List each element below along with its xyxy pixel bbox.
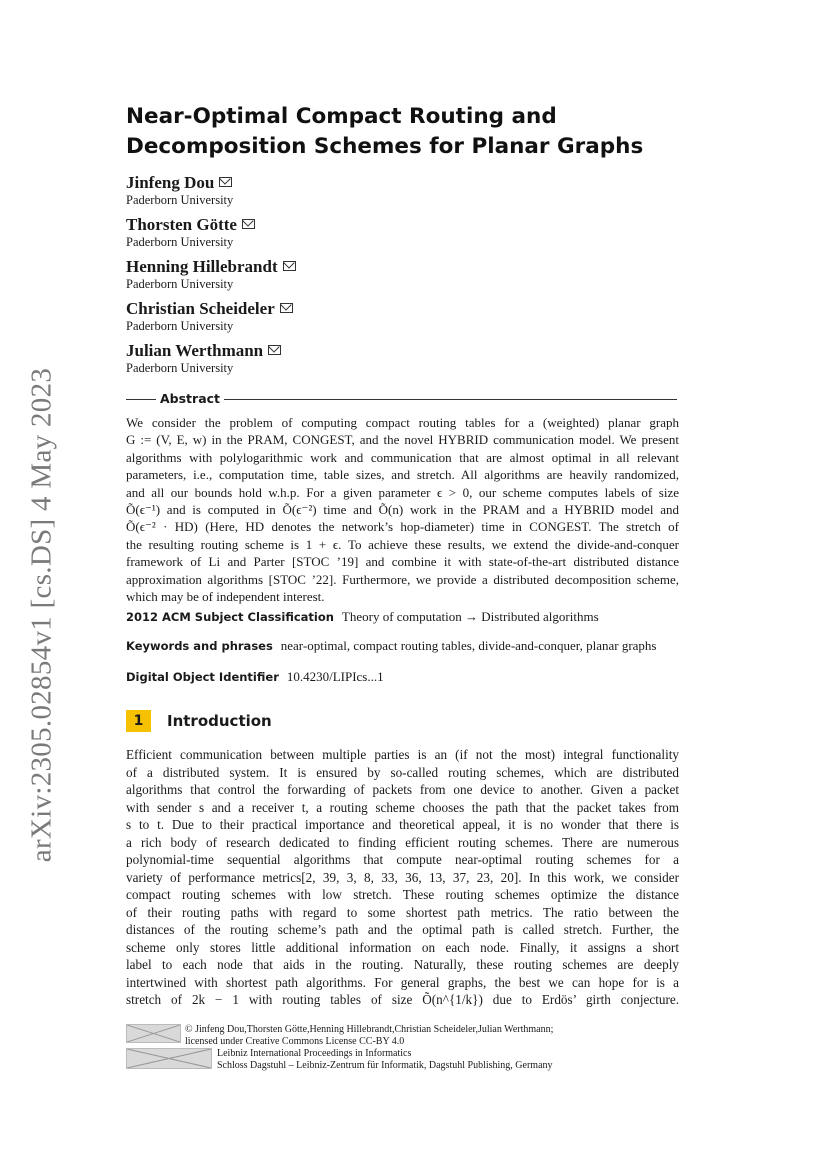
- keywords-label: Keywords and phrases: [126, 639, 273, 653]
- lipics-line-2: Schloss Dagstuhl – Leibniz-Zentrum für Informatik, Dagstuhl Publishing, Germany: [217, 1059, 553, 1071]
- lipics-text: [217, 1048, 677, 1071]
- keywords: [126, 638, 686, 654]
- paper-title-line-1: Near-Optimal Compact Routing and: [126, 104, 557, 129]
- body-line: scheme only stores little additional information on each node. Finally, it assigns a short: [126, 939, 679, 955]
- abstract-line: and all our bounds hold w.h.p. For a given parameter ϵ > 0, our scheme computes labels of size: [126, 484, 679, 500]
- envelope-icon[interactable]: [219, 177, 232, 187]
- section-number: 1: [126, 710, 151, 732]
- body-line: a rich body of research dedicated to finding efficient routing schemes. There are numerous: [126, 834, 679, 850]
- body-line: stretch of 2k − 1 with routing tables of size Õ(n^{1/k}) due to Erdös’ girth conjecture.: [126, 992, 679, 1007]
- envelope-icon[interactable]: [283, 261, 296, 271]
- introduction-body: [126, 746, 679, 1009]
- envelope-icon[interactable]: [242, 219, 255, 229]
- author-entry: [126, 341, 686, 383]
- body-line: variety of performance metrics[2, 39, 3, 8, 33, 36, 13, 37, 23, 20]. In this work, we consider: [126, 869, 679, 885]
- section-title: Introduction: [167, 712, 272, 730]
- body-line: of a distributed system. It is ensured by so-called routing schemes, which are distributed: [126, 764, 679, 780]
- body-line: with sender s and a receiver t, a routing scheme chooses the path that the packet takes from: [126, 799, 679, 815]
- body-line: algorithms that control the forwarding of packets from one device to another. Given a packet: [126, 782, 679, 797]
- body-line: intertwined with shortest path algorithms. For general graphs, the best we can hope for is a: [126, 974, 679, 990]
- license-text: [185, 1024, 685, 1047]
- lipics-line-1: Leibniz International Proceedings in Informatics: [217, 1048, 412, 1059]
- body-line: of their routing paths with regard to some shortest path metrics. The ratio between the: [126, 904, 679, 920]
- abstract-line: G := (V, E, w) in the PRAM, CONGEST, and the novel HYBRID communication model. We present: [126, 432, 679, 448]
- acm-classification-label: 2012 ACM Subject Classification: [126, 610, 334, 624]
- cc-license-logo: [126, 1024, 181, 1043]
- body-line: label to each node that aids in the routing. Naturally, these routing schemes are deeply: [126, 957, 679, 972]
- author-name: Thorsten Götte: [126, 215, 237, 234]
- abstract-body: [126, 414, 679, 605]
- author-affiliation: Paderborn University: [126, 235, 234, 249]
- author-affiliation: Paderborn University: [126, 361, 234, 375]
- doi-value[interactable]: 10.4230/LIPIcs...1: [286, 669, 384, 684]
- author-affiliation: Paderborn University: [126, 277, 234, 291]
- abstract-line: which may be of independent interest.: [126, 589, 325, 605]
- author-entry: [126, 257, 686, 299]
- envelope-icon[interactable]: [280, 303, 293, 313]
- envelope-icon[interactable]: [268, 345, 281, 355]
- abstract-line: the resulting routing scheme is 1 + ϵ. To achieve these results, we extend the divide-and-conquer: [126, 536, 679, 552]
- abstract-heading-rule: [126, 391, 677, 407]
- author-entry: [126, 215, 686, 257]
- keywords-value: near-optimal, compact routing tables, divide-and-conquer, planar graphs: [280, 638, 657, 653]
- author-name: Henning Hillebrandt: [126, 257, 278, 276]
- paper-title-line-2: Decomposition Schemes for Planar Graphs: [126, 134, 644, 159]
- body-line: polynomial-time sequential algorithms that compute near-optimal routing schemes for a: [126, 852, 679, 867]
- arxiv-identifier-text: arXiv:2305.02854v1 [cs.DS] 4 May 2023: [25, 367, 58, 863]
- abstract-heading: Abstract: [160, 391, 221, 406]
- rule-left: [126, 399, 156, 400]
- lipics-logo: [126, 1048, 212, 1069]
- author-entry: [126, 299, 686, 341]
- author-name: Julian Werthmann: [126, 341, 264, 360]
- author-affiliation: Paderborn University: [126, 319, 234, 333]
- abstract-line: Õ(ϵ⁻² · HD) (Here, HD denotes the network’s hop-diameter) time in CONGEST. The stretch of: [126, 519, 679, 535]
- paper-title: [126, 102, 686, 162]
- body-line: compact routing schemes with low stretch. These routing schemes optimize the distance: [126, 887, 679, 902]
- body-line: s to t. Due to their practical importance and theoretical appeal, it is no wonder that there is: [126, 817, 679, 832]
- body-line: Efficient communication between multiple parties is an (if not the most) integral functionality: [126, 747, 679, 762]
- abstract-line: parameters, i.e., computation time, table sizes, and stretch. All algorithms are heavily randomized,: [126, 467, 679, 483]
- acm-classification-value: Theory of computation → Distributed algorithms: [341, 609, 599, 624]
- abstract-line: Õ(ϵ⁻¹) and is computed in Õ(ϵ⁻²) time and Õ(n) work in the PRAM and a HYBRID model and: [126, 502, 679, 518]
- doi-label: Digital Object Identifier: [126, 670, 279, 684]
- abstract-line: We consider the problem of computing compact routing tables for a (weighted) planar graph: [126, 415, 679, 430]
- rule-right: [224, 399, 677, 400]
- acm-classification: [126, 609, 686, 625]
- abstract-line: approximation algorithms [STOC ’22]. Furthermore, we provide a distributed decomposition scheme,: [126, 571, 679, 587]
- author-entry: [126, 173, 686, 215]
- doi: [126, 669, 686, 685]
- author-affiliation: Paderborn University: [126, 193, 234, 207]
- author-name: Jinfeng Dou: [126, 173, 215, 192]
- license-line-1: © Jinfeng Dou,Thorsten Götte,Henning Hillebrandt,Christian Scheideler,Julian Werthmann;: [185, 1024, 554, 1035]
- abstract-line: framework of Li and Parter [STOC ’19] and combine it with state-of-the-art distributed distance: [126, 554, 679, 570]
- author-list: [126, 173, 686, 383]
- license-line-2: licensed under Creative Commons License CC-BY 4.0: [185, 1035, 405, 1047]
- author-name: Christian Scheideler: [126, 299, 275, 318]
- arxiv-identifier-stamp: [22, 367, 62, 863]
- body-line: distances of the routing scheme’s path and the optimal path is called stretch. Further, the: [126, 922, 679, 937]
- abstract-line: algorithms with polylogarithmic work and communication that are almost optimal in all relevant: [126, 449, 679, 465]
